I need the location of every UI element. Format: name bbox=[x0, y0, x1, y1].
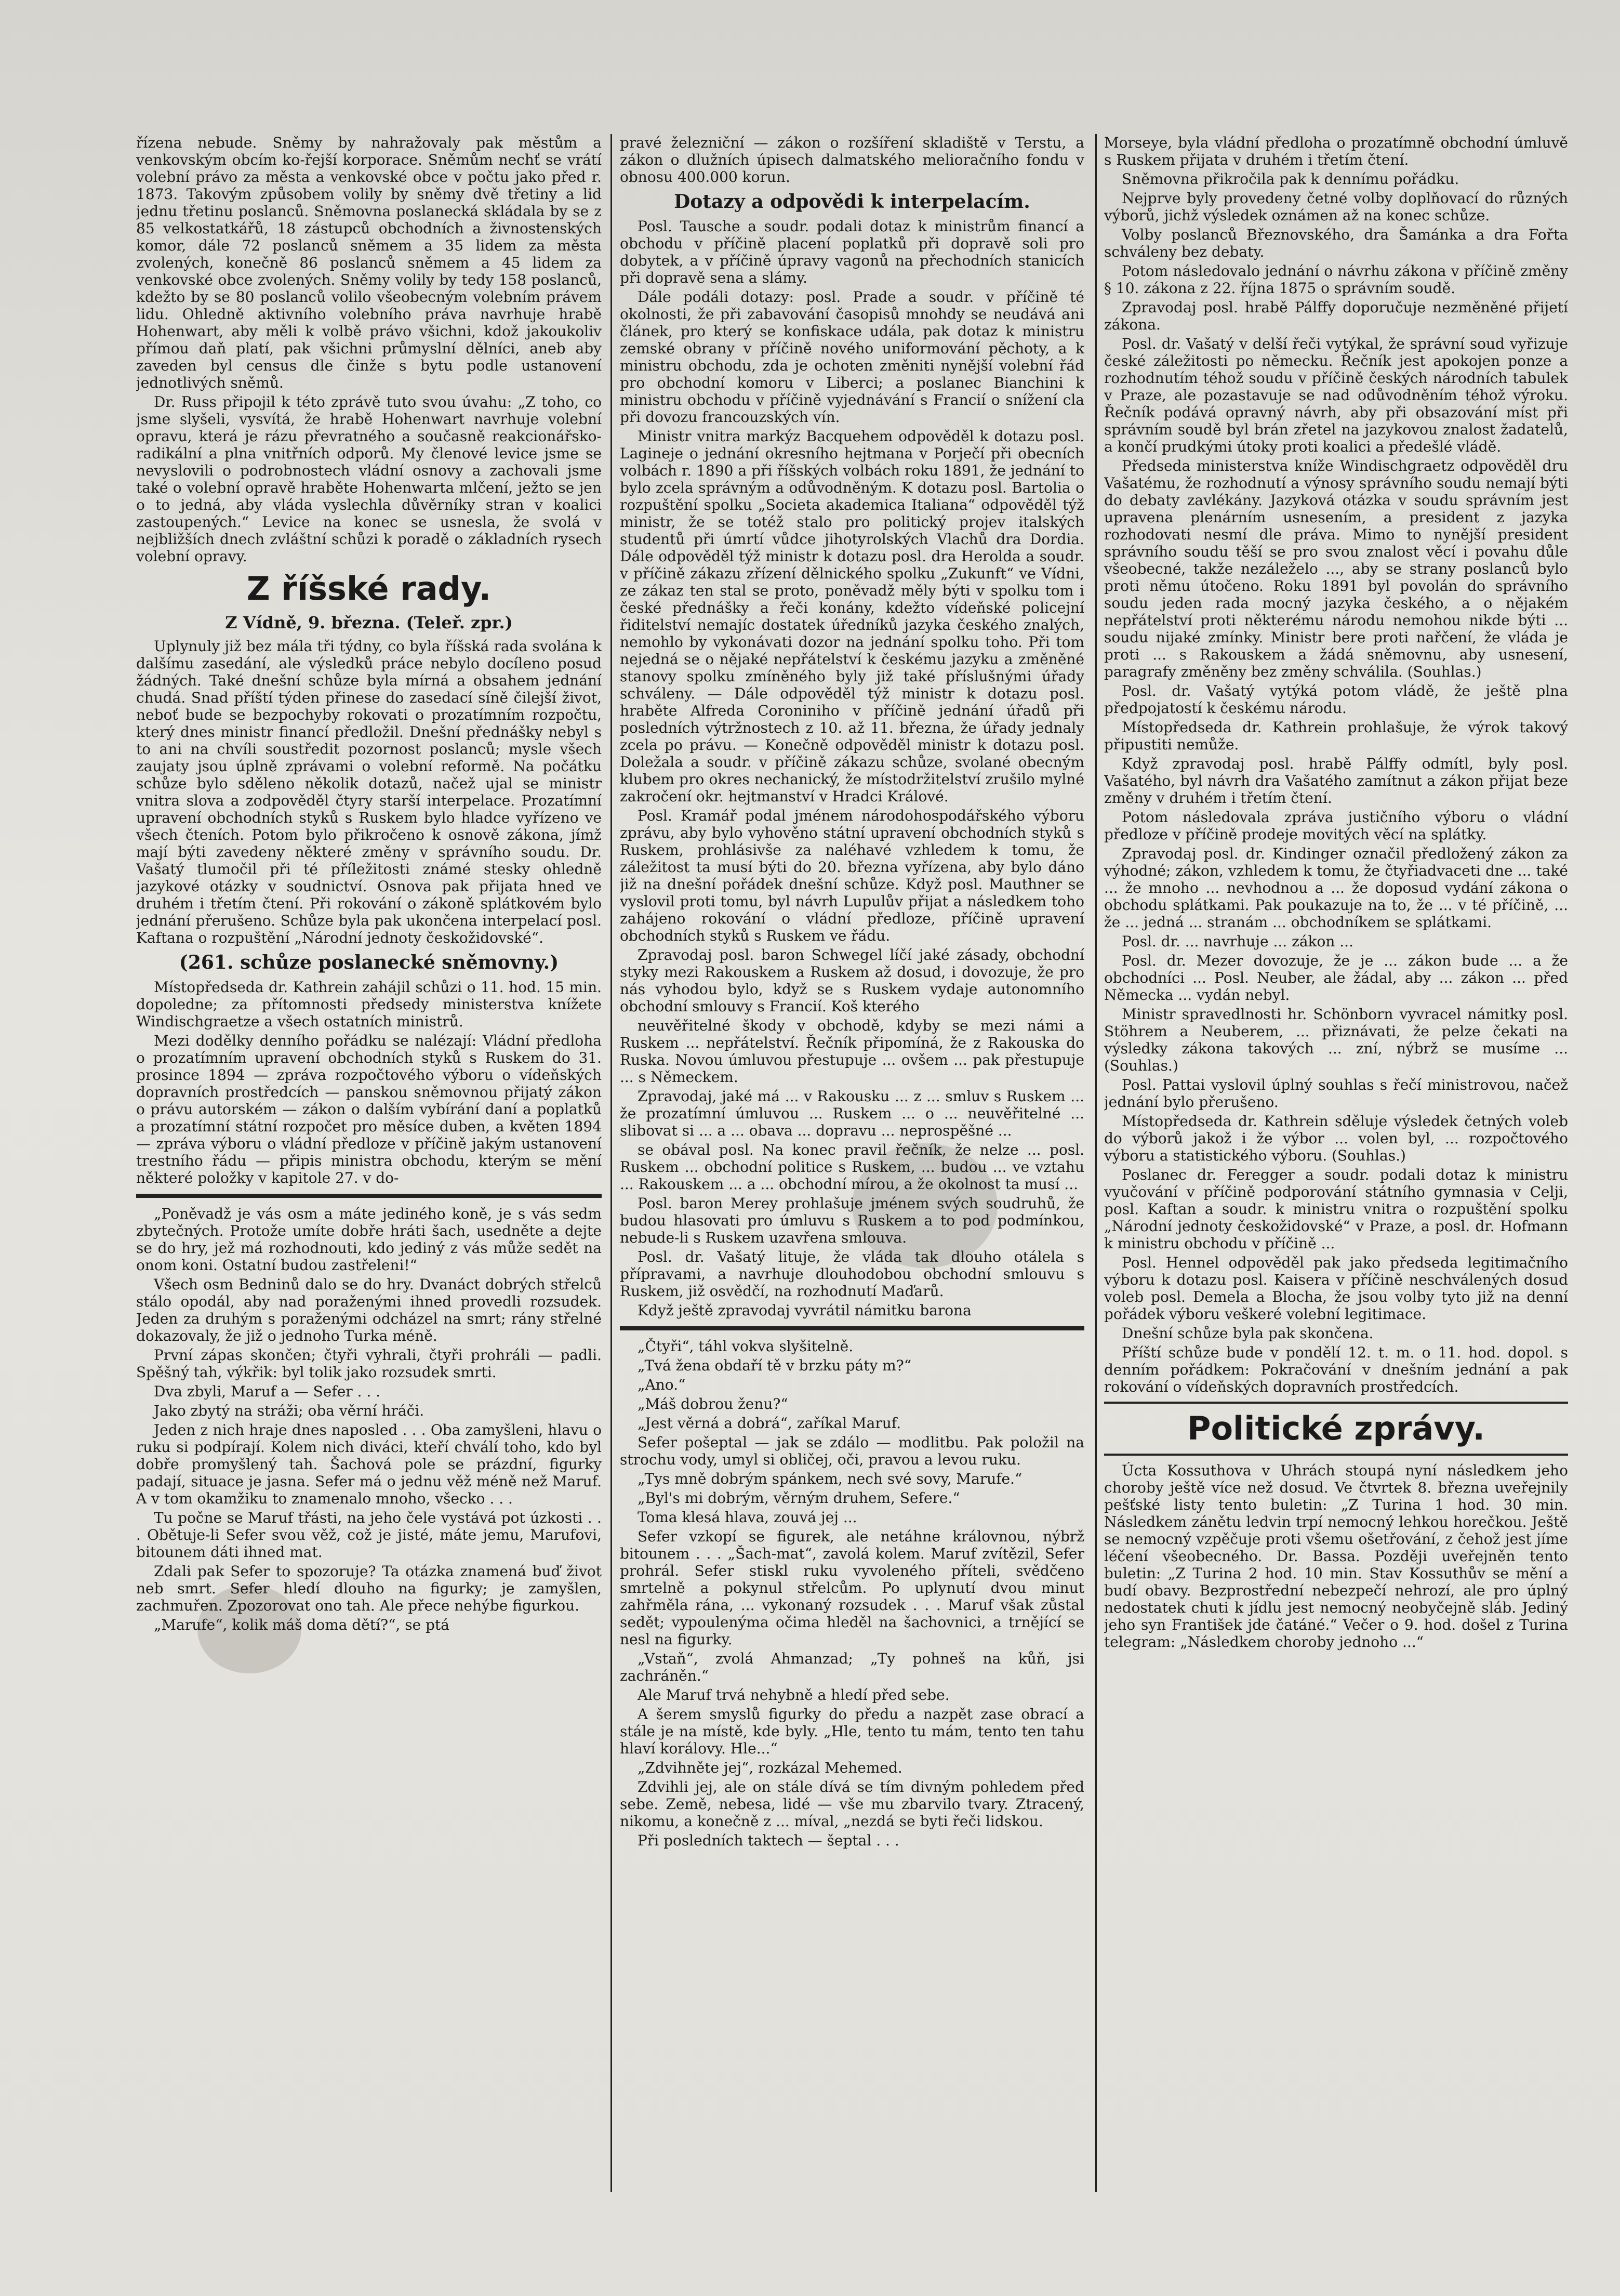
story-paragraph: „Tvá žena obdaří tě v brzku páty m?“ bbox=[638, 1357, 912, 1374]
article-paragraph: Posl. dr. Vašatý lituje, že vláda tak dlouho otálela s přípravami, a navrhuje dlouhodobou obchodní smlouvu s Ruskem, již osvědčí, na rozhodnutí Maďarů. bbox=[620, 1248, 1084, 1300]
story-paragraph: Toma klesá hlava, zouvá jej ... bbox=[638, 1509, 857, 1526]
story-paragraph: „Ano.“ bbox=[638, 1376, 686, 1393]
story-paragraph: „Máš dobrou ženu?“ bbox=[638, 1395, 788, 1413]
article-paragraph: Místopředseda dr. Kathrein prohlašuje, že výrok takový připustiti nemůže. bbox=[1104, 719, 1568, 753]
article-paragraph: Volby poslanců Březnovského, dra Šamánka a dra Fořta schváleny bez debaty. bbox=[1104, 226, 1568, 260]
article-paragraph: Posl. Hennel odpověděl pak jako předseda legitimačního výboru k dotazu posl. Kaiserа v příčině neschválených dosud voleb posl. Demela a Blocha, že jsou volby tyto již na denní pořádek výboru veškeré volební legitimace. bbox=[1104, 1254, 1568, 1323]
article-paragraph: Místopředseda dr. Kathrein zahájil schůzi o 11. hod. 15 min. dopoledne; za přítomnosti předsedy ministerstva knížete Windischgraetze a všech ostatních ministrů. bbox=[136, 979, 602, 1030]
story-paragraph: „Jest věrná a dobrá“, zaříkal Maruf. bbox=[638, 1415, 901, 1432]
article-paragraph: Místopředseda dr. Kathrein sděluje výsledek četných voleb do výborů jakož i že výbor ... volen byl, ... rozpočtového výboru a statistického výboru. (Souhlas.) bbox=[1104, 1113, 1568, 1164]
story-paragraph: A šerem smyslů figurky do předu a nazpět zase obrací a stále je na místě, kde byly. „Hle, tento tu mám, tento ten tahu hlaví korálovy. Hle...“ bbox=[620, 1706, 1084, 1757]
section-heading-dotazy: Dotazy a odpovědi k interpelacím. bbox=[674, 191, 1030, 213]
column-rule bbox=[610, 134, 612, 2192]
story-paragraph: První zápas skončen; čtyři vyhrali, čtyři prohráli — padli. Spěšný tah, výkřik: byl tolik jako rozsudek smrti. bbox=[136, 1347, 602, 1381]
story-paragraph: Dva zbyli, Maruf a — Sefer . . . bbox=[154, 1383, 381, 1400]
feuilleton-separator bbox=[620, 1326, 1084, 1330]
article-paragraph: Posl. Tausche a soudr. podali dotaz k ministrům financí a obchodu v příčině placení poplatků při dopravě soli pro dobytek, a v příčině úpravy vagonů na přechodních stanicích při dopravě sena a slámy. bbox=[620, 218, 1084, 286]
article-paragraph: Dr. Russ připojil k této zprávě tuto svou úvahu: „Z toho, co jsme slyšeli, vysvítá, že hrabě Hohenwart navrhuje volební opravu, která je rázu převratného a současně reakcionářsko-radikální a plna vnitřních odporů. My členové levice jsme se nevyslovili o podrobnostech vládní osnovy a zachovali jsme také o volební opravě hraběte Hohenwarta mlčení, ježto se jen o to jedná, aby vláda vyslechla důvěrníky stran v koalici zastoupených.“ Levice na konec se usnesla, že svolá v nejbližších dnech zvláštní schůzi k poradě o základních rysech volební opravy. bbox=[136, 393, 602, 565]
article-paragraph: Dále podáli dotazy: posl. Prade a soudr. v příčině té okolnosti, že při zabavování časopisů mnohdy se neudává ani článek, pro který se konfiskace udála, pak dotaz k ministru zemské obrany v příčině nového uniformování pěchoty, a k ministru obchodu, zda je ochoten změniti nynější volební řád pro obchodní komoru v Liberci; a poslanec Bianchini k ministru obchodu v příčině vyjednávání s Francií o snížení cla při dovozu francouzských vín. bbox=[620, 288, 1084, 426]
story-paragraph: „Poněvadž je vás osm a máte jediného koně, je s vás sedm zbytečných. Protože umíte dobře hráti šach, usedněte a dejte se do hry, jež má rozhodnouti, kdo jediný z vás může sedět na onom koni. Ostatní budou zastřeleni!“ bbox=[136, 1205, 602, 1274]
article-paragraph: Zpravodaj posl. baron Schwegel líčí jaké zásady, obchodní styky mezi Rakouskem a Ruskem až dosud, i dovozuje, že pro nás vyhodou bylo, když se s Ruskem vydaje autonomního obchodní smlouvy s Francií. Koš kterého bbox=[620, 946, 1084, 1015]
article-paragraph: Morseye, byla vládní předloha o prozatímně obchodní úmluvě s Ruskem přijata v druhém i třetím čtení. bbox=[1104, 134, 1568, 168]
article-paragraph: neuvěřitelné škody v obchodě, kdyby se mezi námi a Ruskem ... nepřátelství. Řečník připomíná, že z Rakouska do Ruska. Novou úmluvou přestupuje ... ovšem ... pak přestupuje ... s Německem. bbox=[620, 1017, 1084, 1086]
story-paragraph: „Čtyři“, táhl vokva slyšitelně. bbox=[638, 1338, 854, 1355]
article-paragraph: Sněmovna přikročila pak k dennímu pořádku. bbox=[1122, 170, 1459, 188]
story-paragraph: „Tys mně dobrým spánkem, nech své sovy, Marufe.“ bbox=[638, 1470, 1023, 1487]
article-paragraph: pravé železniční — zákon o rozšíření skladiště v Terstu, a zákon o dlužních úpisech dalmatského melioračního fondu v obnosu 400.000 korun. bbox=[620, 134, 1084, 186]
story-paragraph: Zdali pak Sefer to spozoruje? Ta otázka znamená buď život neb smrt. Sefer hledí dlouho na figurky; je zamyšlen, zachmuřen. Zpozorovat ono tah. Ale přece nehýbe figurkou. bbox=[136, 1563, 602, 1614]
article-paragraph: Posl. dr. Vašatý vytýká potom vládě, že ještě plna předpojatostí k českému národu. bbox=[1104, 682, 1568, 717]
article-paragraph: Dnešní schůze byla pak skončena. bbox=[1122, 1325, 1374, 1342]
feuilleton-separator bbox=[136, 1194, 602, 1198]
article-paragraph: Mezi dodělky denního pořádku se nalézají: Vládní předloha o prozatímním upravení obchodních styků s Ruskem do 31. prosince 1894 — zpráva rozpočtového výboru o vídeňských dopravních prostředcích — panskou sněmovnou přijatý zákon o právu autorském — zákon o dalším vybírání daní a poplatků a prozatímní státní rozpočet pro měsíce duben, a květen 1894 — zpráva výboru o vládní předloze v příčině jakým ustanovení trestního řádu — připis ministra obchodu, kterým se mění některé položky v kapitole 27. v do- bbox=[136, 1032, 602, 1186]
story-paragraph: Zdvihli jej, ale on stále dívá se tím divným pohledem před sebe. Země, nebesa, lidé — vše mu zbarvilo tvary. Ztracený, nikomu, a konečně z ... míval, „nezdá se byti řeči lidskou. bbox=[620, 1778, 1084, 1830]
story-paragraph: Tu počne se Maruf třásti, na jeho čele vystává pot úzkosti . . . Obětuje-li Sefer svou věž, což je jisté, máte jemu, Marufovi, bitounem dáti ihned mat. bbox=[136, 1509, 602, 1561]
article-paragraph: Potom následovala zpráva justičního výboru o vládní předloze v příčině prodeje movitých věcí na splátky. bbox=[1104, 809, 1568, 843]
story-paragraph: Ale Maruf trvá nehybně a hledí před sebe. bbox=[638, 1686, 950, 1704]
article-paragraph: Předseda ministerstva kníže Windischgraetz odpověděl dru Vašatému, že rozhodnutí a výnosy správního soudu nemají býti do debaty zavlékány. Jazyková otázka v soudu správním jest upravena plenárním usnesením, a president z jazyka rozhodovati nesmí dle práva. Mimo to nynější president správního soudu těší se pro svou znalost věcí i povahu důle všeobecné, takže nezáleželo ..., aby se strany poslanců bylo proti němu útočeno. Roku 1891 byl povolán do správního soudu jeden rada mocný jazyka českého, a o nějakém nepřátelství proti některému národu nemohou nikde býti ... soudu nijaké zmínky. Ministr bere proti nařčení, že vláda je proti ... s Rakouskem a žádá sněmovnu, aby usnesení, paragrafy změněny bez změny schválila. (Souhlas.) bbox=[1104, 457, 1568, 680]
story-paragraph: Sefer pošeptal — jak se zdálo — modlitbu. Pak položil na strochu vody, umyl si obličej, oči, pravou a levou ruku. bbox=[620, 1434, 1084, 1468]
column-right bbox=[1104, 134, 1568, 2213]
article-paragraph: řízena nebude. Sněmy by nahražovaly pak městům a venkovským obcím ko-řejší korporace. Sněmům nechť se vrátí volební právo za města a venkovské obce v počtu jako před r. 1873. Takovým způsobem volily by sněmy dvě třetiny a lid jednu třetinu poslanců. Sněmovna poslanecká skládala by se z 85 velkostatkářů, 18 zástupců obchodních a živnostenských komor, dále 72 poslanců sněmem a 35 lidem za města zvolených, konečně 86 poslanců sněmem a 45 lidem za venkovské obce zvolených. Sněmy volily by tedy 158 poslanců, kdežto by se 80 poslanců volilo všeobecným volebním právem lidu. Ohledně aktivního volebního práva navrhuje hrabě Hohenwart, aby měli k volbě právo všichni, kdož jakoukoliv přímou daň platí, pak všichni průmyslní dělníci, aneb aby zaveden byl census dle činže s bytu podle ustanovení jednotlivých sněmů. bbox=[136, 134, 602, 391]
column-middle bbox=[620, 134, 1084, 2213]
section-separator bbox=[1104, 1402, 1568, 1404]
section-heading-politicke-zpravy: Politické zprávy. bbox=[1187, 1409, 1485, 1447]
story-paragraph: „Marufe“, kolik máš doma dětí?“, se ptá bbox=[154, 1616, 449, 1633]
article-paragraph: Posl. Pattai vyslovil úplný souhlas s řečí ministrovou, načež jednání bylo přerušeno. bbox=[1104, 1076, 1568, 1111]
article-paragraph: Když ještě zpravodaj vyvrátil námitku barona bbox=[638, 1302, 972, 1319]
story-paragraph: Všech osm Bedninů dalo se do hry. Dvanáct dobrých střelců stálo opodál, aby nad poraženými ihned provedli rozsudek. Jeden za druhým s poraženými odcházel na smrt; rány střelné dokazovaly, že již o jednoho Turka méně. bbox=[136, 1276, 602, 1344]
article-paragraph: Zpravodaj posl. dr. Kindinger označil předložený zákon za výhodné; zákon, vzhledem k tomu, že čtyřiadvaceti dne ... také ... že mnoho ... nevhodnou a ... že doposud vydání zákona o obchodu splátkami. Pak poukazuje na to, že ... v té příčině, ... že ... jedná ... stranám ... obchodníkem se splátkami. bbox=[1104, 845, 1568, 931]
section-heading-risska-rada: Z říšské rady. bbox=[246, 570, 492, 608]
article-paragraph: Poslanec dr. Feregger a soudr. podali dotaz k ministru vyučování v příčině podporování státního gymnasia v Celji, posl. Kaftan a soudr. k ministru vnitra o rozpuštění spolku „Národní jednoty českožidovské“ v Praze, a posl. dr. Hofmann k ministru obchodu v příčině ... bbox=[1104, 1166, 1568, 1252]
article-paragraph: Příští schůze bude v pondělí 12. t. m. o 11. hod. dopol. s denním pořádkem: Pokračování v dnešním jednání a pak rokování o vídeňských dopravních prostředcích. bbox=[1104, 1344, 1568, 1395]
story-paragraph: „Byl's mi dobrým, věrným druhem, Sefere.“ bbox=[638, 1489, 960, 1507]
story-paragraph: Sefer vzkopí se figurek, ale netáhne královnou, nýbrž bitounem . . . „Šach-mat“, zavolá kolem. Maruf zvítězil, Sefer prohrál. Sefer stiskl ruku vyvoleného příteli, svědčeno smrtelně a pokynul střelcům. Po uplynutí dvou minut zahřměla rána, ... vykonaný rozsudek . . . Maruf však zůstal sedět; vypoulenýma očima hleděl na šachovnici, a trnějící se nesl na figurky. bbox=[620, 1528, 1084, 1648]
article-paragraph: Ministr vnitra markýz Bacquehem odpověděl k dotazu posl. Lagineje o jednání okresního hejtmana v Porječí při obecních volbách r. 1890 a při říšských volbách roku 1891, že jednání to bylo zcela správným a odůvodněným. K dotazu posl. Bartolia o rozpuštění spolku „Societa akademica Italiana“ odpověděl týž ministr, že se totéž stalo pro politický projev italských studentů při úmrtí vůdce jihotyrolských Vlachů dra Dordia. Dále odpověděl týž ministr k dotazu posl. dra Herolda a soudr. v příčině zákazu zřízení dělnického spolku „Zukunft“ ve Vídni, ze zákaz ten stal se proto, poněvadž měly býti v spolku tom i české přednášky a řeči konány, kdežto vídeňské policejní řiditelství nemajíc dostatek úředníků jazyka českého znalých, nemohlo by vykonávati dozor na jednání spolku toho. Při tom nejedná se o nějaké nepřátelství k českému jazyku a změněné stanovy spolku zmíněného byly již také příslušnými úřady schváleny. — Dále odpověděl týž ministr k dotazu posl. hraběte Alfreda Coroniniho v příčině jednání úřadů při posledních výtržnostech z 10. až 11. března, že úřady jednaly zcela po právu. — Konečně odpověděl ministr k dotazu posl. Doležala a soudr. v příčině zákazu schůze, svolané obecným klubem pro okres nechanický, že místodržitelství zrušilo mylné zakročení okr. hejtmanství v Hradci Králové. bbox=[620, 428, 1084, 805]
article-paragraph: Posl. dr. Vašatý v delší řeči vytýkal, že správní soud vyřizuje české záležitosti po německu. Řečník jest apokojen ponze a rozhodnutím téhož soudu v příčině českých národních tabulek v Praze, ale pozastavuje se nad odůvodněním téhož výroku. Řečník podává opravný návrh, aby při obsazování míst při správním soudě byl brán zřetel na jazykovou znalost žadatelů, a končí prudkými útoky proti koalici a předešlé vládě. bbox=[1104, 335, 1568, 455]
article-paragraph: Potom následovalo jednání o návrhu zákona v příčině změny § 10. zákona z 22. října 1875 o správním soudě. bbox=[1104, 262, 1568, 297]
article-paragraph: Posl. baron Merey prohlašuje jménem svých soudruhů, že budou hlasovati pro úmluvu s Ruskem a to pod podmínkou, nebude-li s Ruskem uzavřena smlouva. bbox=[620, 1195, 1084, 1246]
dateline: Z Vídně, 9. března. (Teleř. zpr.) bbox=[225, 613, 513, 632]
article-paragraph: Úcta Kossuthova v Uhrách stoupá nyní následkem jeho choroby ještě více než dosud. Ve čtvrtek 8. března uveřejnily pešťské listy tento buletin: „Z Turina 1 hod. 30 min. Následkem zánětu ledvin trpí nemocný lehkou horečkou. Ještě se nemocný vzpěčuje proti všemu ošetřování, z čehož jest jíme léčení všeobecného. Dr. Bassa. Později uveřejněn tento buletin: „Z Turina 2 hod. 10 min. Stav Kossuthův se mění a budí obavy. Bezprostřední nebezpečí nehrozí, ale pro úplný nedostatek chuti k jídlu jest nemocný neobyčejně sláb. Jediný jeho syn František jde čatáné.“ Večer o 9. hod. došel z Turina telegram: „Následkem choroby jednoho ...“ bbox=[1104, 1462, 1568, 1651]
section-separator bbox=[1104, 1454, 1568, 1456]
story-paragraph: Při posledních taktech — šeptal . . . bbox=[638, 1832, 899, 1849]
article-paragraph: Zpravodaj, jaké má ... v Rakousku ... z ... smluv s Ruskem ... že prozatímní úmluvou ... Ruskem ... o ... neuvěřitelné ... slibovat si ... a ... obava ... dopravu ... neprospěšné ... bbox=[620, 1088, 1084, 1139]
story-paragraph: Jeden z nich hraje dnes naposled . . . Oba zamyšleni, hlavu o ruku si podpírají. Kolem nich diváci, kteří chválí toho, kdo byl dobře promyšlený tah. Šachová pole se prázdní, figurky padají, situace je jasna. Sefer má o jednu věž méně než Maruf. A v tom okamžiku to znamenalo mnoho, všecko . . . bbox=[136, 1421, 602, 1507]
article-paragraph: Posl. dr. Mezer dovozuje, že je ... zákon bude ... a že obchodníci ... Posl. Neuber, ale žádal, aby ... zákon ... před Německa ... vydán nebyl. bbox=[1104, 952, 1568, 1004]
story-paragraph: „Vstaň“, zvolá Ahmanzad; „Ty pohneš na kůň, jsi zachráněn.“ bbox=[620, 1650, 1084, 1684]
article-paragraph: Posl. dr. ... navrhuje ... zákon ... bbox=[1122, 933, 1353, 950]
article-paragraph: Ministr spravedlnosti hr. Schönborn vyvracel námitky posl. Stöhrem a Neuberem, ... přiznávati, že pelze čekati na výsledky zákona takových ... zní, nýbrž se musíme ... (Souhlas.) bbox=[1104, 1006, 1568, 1074]
column-left bbox=[136, 134, 602, 2213]
article-paragraph: Nejprve byly provedeny četné volby doplňovací do různých výborů, jichž výsledek oznámen až na konec schůze. bbox=[1104, 190, 1568, 224]
column-rule bbox=[1095, 134, 1097, 2192]
article-paragraph: se obával posl. Na konec pravil řečník, že nelze ... posl. Ruskem ... obchodní politice s Ruskem, ... budou ... ve vztahu ... Rakouskem ... a ... obchodní mírou, a že okolnost ta musí ... bbox=[620, 1141, 1084, 1193]
article-paragraph: Když zpravodaj posl. hrabě Pálffy odmítl, byly posl. Vašatého, byl návrh dra Vašatého zamítnut a zákon přijat beze změny v druhém i třetím čtení. bbox=[1104, 755, 1568, 807]
article-paragraph: Uplynuly již bez mála tři týdny, co byla říšská rada svolána k dalšímu zasedání, ale výsledků práce nebylo docíleno posud žádných. Také dnešní schůze byla mírná a obsahem jednání chudá. Snad příští týden přinese do zasedací síně čilejší život, neboť bude se bezpochyby rokovati o prozatímním rozpočtu, který dnes ministr financí předložil. Dnešní přednášky nebyl s to ani na chvíli soustředit pozornost poslanců; mysle všech zaujaty jsou úplně zprávami o volební reformě. Na počátku schůze bylo sděleno několik dotazů, načež ujal se ministr vnitra slova a zodpověděl čtyry starší interpelace. Prozatímní upravení obchodních styků s Ruskem bylo hladce vyřízeno ve všech čteních. Potom bylo přikročeno k osnově zákona, jímž mají býti zavedeny některé změny v správního soudu. Dr. Vašatý tlumočil při té příležitosti známé stesky ohledně jazykové otázky v soudnictví. Osnova pak přijata hned ve druhém i třetím čtení. Při rokování o zákoně splátkovém bylo jednání přerušeno. Schůze byla pak ukončena interpelací posl. Kaftana o rozpuštění „Národní jednoty českožidovské“. bbox=[136, 638, 602, 946]
article-paragraph: Zpravodaj posl. hrabě Pálffy doporučuje nezměněné přijetí zákona. bbox=[1104, 299, 1568, 333]
story-paragraph: „Zdvihněte jej“, rozkázal Mehemed. bbox=[638, 1759, 902, 1776]
session-heading: (261. schůze poslanecké sněmovny.) bbox=[179, 952, 559, 973]
article-paragraph: Posl. Kramář podal jménem národohospodářského výboru zprávu, aby bylo vyhověno státní upravení obchodních styků s Ruskem, prohlásivše za naléhavé vzhledem k tomu, že záležitost ta musí býti do 20. března vyřízena, aby bylo dáno již na dnešní pořádek dnešní schůze. Když posl. Mauthner se vyslovil proti tomu, byl návrh Lupulův přijat a následkem toho zahájeno rokování o vládní předloze, příčině upravení obchodních styků s Ruskem ve řádu. bbox=[620, 807, 1084, 944]
story-paragraph: Jako zbytý na stráži; oba věrní hráči. bbox=[154, 1402, 424, 1419]
